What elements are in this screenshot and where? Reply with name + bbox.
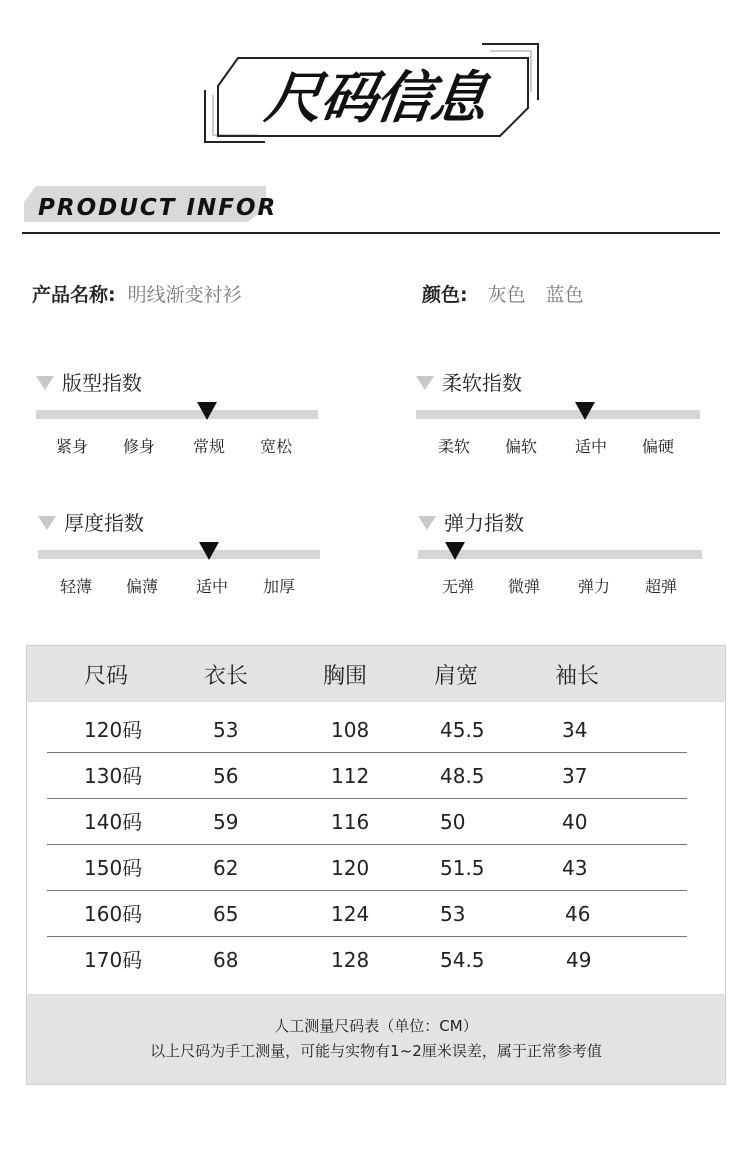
triangle-down-icon bbox=[418, 516, 436, 530]
measurement-note: 人工测量尺码表（单位：CM） bbox=[274, 1017, 478, 1035]
table-cell: 49 bbox=[566, 948, 592, 972]
section-divider bbox=[22, 232, 720, 234]
table-cell: 140码 bbox=[84, 810, 143, 834]
product-name-row bbox=[32, 280, 242, 310]
index-option: 加厚 bbox=[263, 577, 296, 596]
thickness-index-marker bbox=[199, 542, 219, 560]
fit-index-title: 版型指数 bbox=[36, 368, 142, 398]
size-table bbox=[26, 645, 726, 1085]
column-header: 胸围 bbox=[323, 664, 368, 689]
table-cell: 170码 bbox=[84, 948, 143, 972]
table-cell: 48.5 bbox=[440, 764, 485, 788]
table-cell: 50 bbox=[440, 810, 466, 834]
table-row bbox=[47, 753, 687, 799]
thickness-index bbox=[38, 508, 338, 608]
title-banner bbox=[0, 0, 750, 160]
column-header: 尺码 bbox=[84, 664, 129, 689]
triangle-down-icon bbox=[416, 376, 434, 390]
table-header bbox=[27, 646, 725, 702]
elasticity-index-marker bbox=[445, 542, 465, 560]
table-cell: 37 bbox=[562, 764, 588, 788]
softness-index-marker bbox=[575, 402, 595, 420]
softness-index-options bbox=[416, 434, 716, 458]
table-cell: 68 bbox=[213, 948, 239, 972]
table-cell: 51.5 bbox=[440, 856, 485, 880]
table-cell: 62 bbox=[213, 856, 239, 880]
fit-index-bar bbox=[36, 410, 318, 419]
index-option: 超弹 bbox=[645, 577, 678, 596]
elasticity-index bbox=[418, 508, 718, 608]
product-name-label: 产品名称: bbox=[32, 284, 116, 306]
section-header bbox=[22, 184, 722, 234]
fit-index-marker bbox=[197, 402, 217, 420]
table-cell: 150码 bbox=[84, 856, 143, 880]
table-cell: 128 bbox=[331, 948, 370, 972]
softness-index bbox=[416, 368, 716, 468]
column-header: 袖长 bbox=[555, 664, 600, 689]
table-row bbox=[47, 799, 687, 845]
thickness-index-options bbox=[38, 574, 338, 598]
table-cell: 46 bbox=[565, 902, 591, 926]
table-cell: 54.5 bbox=[440, 948, 485, 972]
index-option: 修身 bbox=[123, 437, 156, 456]
table-footer-note bbox=[27, 994, 725, 1084]
product-name-value: 明线渐变衬衫 bbox=[127, 284, 242, 306]
elasticity-index-title: 弹力指数 bbox=[418, 508, 524, 538]
table-cell: 59 bbox=[213, 810, 239, 834]
index-option: 常规 bbox=[193, 437, 226, 456]
index-option: 微弹 bbox=[508, 577, 541, 596]
table-cell: 120码 bbox=[84, 718, 143, 742]
index-option: 柔软 bbox=[438, 437, 471, 456]
table-cell: 45.5 bbox=[440, 718, 485, 742]
column-header: 衣长 bbox=[204, 664, 249, 689]
thickness-index-bar bbox=[38, 550, 320, 559]
table-row bbox=[47, 891, 687, 937]
table-cell: 53 bbox=[440, 902, 466, 926]
table-row bbox=[47, 707, 687, 753]
section-header-text: PRODUCT INFOR bbox=[38, 195, 278, 221]
table-cell: 112 bbox=[331, 764, 370, 788]
table-cell: 65 bbox=[213, 902, 239, 926]
table-cell: 130码 bbox=[84, 764, 143, 788]
fit-index bbox=[36, 368, 336, 468]
page-title: 尺码信息 bbox=[261, 66, 491, 131]
index-option: 适中 bbox=[575, 437, 608, 456]
product-color-row bbox=[422, 280, 584, 310]
table-cell: 124 bbox=[331, 902, 370, 926]
table-cell: 53 bbox=[213, 718, 239, 742]
tolerance-note: 以上尺码为手工测量，可能与实物有1~2厘米误差，属于正常参考值 bbox=[150, 1042, 602, 1060]
table-cell: 160码 bbox=[84, 902, 143, 926]
table-cell: 120 bbox=[331, 856, 370, 880]
index-option: 轻薄 bbox=[60, 577, 93, 596]
table-row bbox=[47, 937, 687, 983]
index-option: 偏薄 bbox=[126, 577, 159, 596]
table-cell: 116 bbox=[331, 810, 370, 834]
table-cell: 34 bbox=[562, 718, 588, 742]
table-cell: 43 bbox=[562, 856, 588, 880]
table-cell: 40 bbox=[562, 810, 588, 834]
product-color-value: 灰色 bbox=[487, 284, 526, 306]
triangle-down-icon bbox=[36, 376, 54, 390]
index-option: 无弹 bbox=[442, 577, 475, 596]
softness-index-bar bbox=[416, 410, 700, 419]
index-option: 弹力 bbox=[578, 577, 611, 596]
index-option: 紧身 bbox=[56, 437, 89, 456]
index-option: 偏软 bbox=[505, 437, 538, 456]
triangle-down-icon bbox=[38, 516, 56, 530]
index-option: 适中 bbox=[196, 577, 229, 596]
elasticity-index-options bbox=[418, 574, 718, 598]
index-option: 宽松 bbox=[260, 437, 293, 456]
index-option: 偏硬 bbox=[642, 437, 675, 456]
column-header: 肩宽 bbox=[434, 664, 479, 689]
table-cell: 108 bbox=[331, 718, 370, 742]
table-row bbox=[47, 845, 687, 891]
thickness-index-title: 厚度指数 bbox=[38, 508, 144, 538]
softness-index-title: 柔软指数 bbox=[416, 368, 522, 398]
table-cell: 56 bbox=[213, 764, 239, 788]
fit-index-options bbox=[36, 434, 336, 458]
product-color-value: 蓝色 bbox=[545, 284, 584, 306]
product-color-label: 颜色: bbox=[422, 284, 468, 306]
